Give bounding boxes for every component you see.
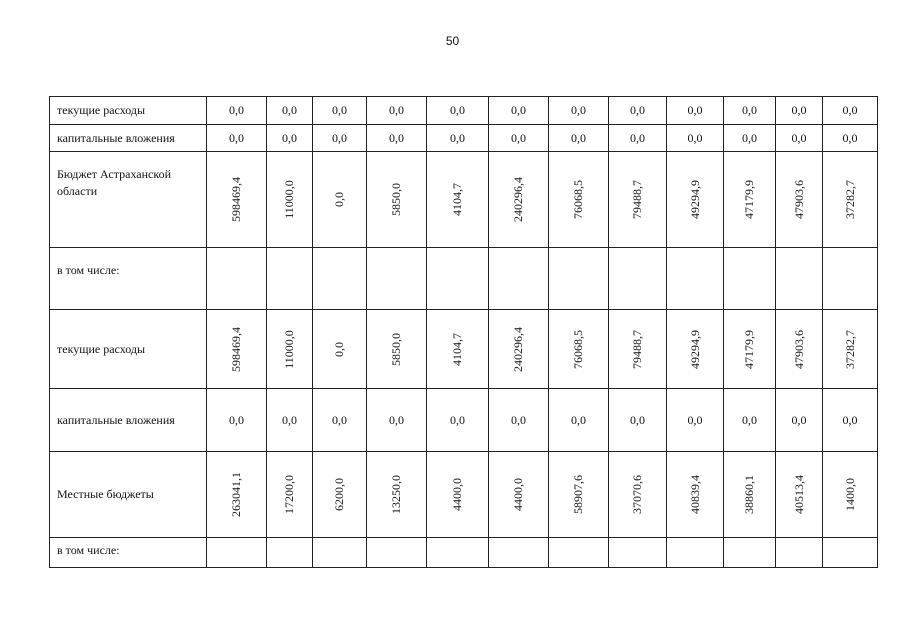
table-row (50, 248, 878, 310)
value-cell (609, 452, 667, 538)
value-cell (609, 310, 667, 389)
value-cell: 0,0 (427, 97, 489, 125)
value-text: 47903,6 (791, 329, 806, 369)
value-cell: 0,0 (609, 125, 667, 152)
value-cell (207, 538, 267, 568)
table-row (50, 152, 878, 248)
value-text: 47179,9 (742, 329, 756, 369)
value-cell: 0,0 (724, 389, 776, 452)
value-text: 6200,0 (332, 478, 346, 511)
value-text: 58907,6 (571, 475, 585, 514)
value-cell (489, 452, 549, 538)
value-text: 5850,0 (389, 183, 403, 216)
value-cell (776, 248, 823, 310)
value-cell: 0,0 (667, 389, 724, 452)
budget-table (49, 96, 878, 568)
value-cell: 0,0 (823, 97, 878, 125)
value-text: 79488,7 (630, 180, 644, 219)
value-cell: 0,0 (667, 97, 724, 125)
value-cell (427, 152, 489, 248)
value-text: 76068,5 (571, 329, 585, 369)
value-text: 11000,0 (282, 329, 296, 369)
value-cell: 0,0 (823, 125, 878, 152)
value-text: 1400,0 (842, 478, 857, 511)
value-cell (667, 452, 724, 538)
value-cell (549, 248, 609, 310)
value-cell (267, 452, 313, 538)
value-cell (724, 310, 776, 389)
value-cell: 0,0 (267, 97, 313, 125)
value-cell (367, 152, 427, 248)
value-cell (549, 152, 609, 248)
value-text: 40513,4 (791, 475, 806, 514)
value-cell: 0,0 (724, 97, 776, 125)
value-cell (427, 538, 489, 568)
value-text: 598469,4 (229, 177, 243, 222)
value-cell (367, 452, 427, 538)
value-text: 37070,6 (630, 475, 644, 514)
value-cell (549, 452, 609, 538)
value-cell: 0,0 (489, 97, 549, 125)
value-cell: 0,0 (609, 389, 667, 452)
value-cell (489, 538, 549, 568)
value-cell (724, 152, 776, 248)
value-cell (267, 248, 313, 310)
value-cell: 0,0 (427, 389, 489, 452)
value-cell (823, 310, 878, 389)
value-text: 598469,4 (229, 326, 243, 372)
value-cell (667, 538, 724, 568)
value-cell (823, 538, 878, 568)
value-cell (207, 310, 267, 389)
value-cell: 0,0 (609, 97, 667, 125)
value-cell (267, 152, 313, 248)
value-cell (313, 538, 367, 568)
value-cell (823, 248, 878, 310)
row-label: капитальные вложения (50, 125, 207, 152)
value-cell (427, 310, 489, 389)
value-text: 4400,0 (450, 478, 464, 511)
value-text: 17200,0 (282, 475, 296, 514)
value-cell (549, 538, 609, 568)
value-cell: 0,0 (367, 389, 427, 452)
value-cell (724, 538, 776, 568)
value-cell: 0,0 (207, 125, 267, 152)
value-text: 40839,4 (687, 475, 702, 514)
value-cell (549, 310, 609, 389)
table-row (50, 125, 878, 152)
value-cell: 0,0 (489, 389, 549, 452)
value-cell (489, 310, 549, 389)
value-cell: 0,0 (313, 97, 367, 125)
row-label: в том числе: (50, 538, 207, 568)
value-cell (367, 248, 427, 310)
row-label: текущие расходы (50, 97, 207, 125)
value-text: 49294,9 (687, 329, 702, 369)
value-text: 79488,7 (630, 329, 644, 369)
value-cell: 0,0 (313, 389, 367, 452)
value-text: 38860,1 (742, 475, 756, 514)
value-text: 47903,6 (791, 180, 806, 219)
value-text: 240296,4 (511, 326, 525, 372)
table-row (50, 97, 878, 125)
value-cell: 0,0 (489, 125, 549, 152)
table-row (50, 389, 878, 452)
value-cell: 0,0 (776, 97, 823, 125)
table-row (50, 538, 878, 568)
value-cell (367, 538, 427, 568)
row-label: Местные бюджеты (50, 452, 207, 538)
value-cell (427, 452, 489, 538)
table-row (50, 452, 878, 538)
value-cell (776, 452, 823, 538)
value-text: 13250,0 (389, 475, 403, 514)
value-text: 4400,0 (511, 478, 525, 511)
value-text: 37282,7 (842, 329, 857, 369)
value-cell (609, 248, 667, 310)
value-cell (207, 152, 267, 248)
value-cell (609, 152, 667, 248)
value-cell: 0,0 (549, 389, 609, 452)
value-cell: 0,0 (823, 389, 878, 452)
value-cell (776, 538, 823, 568)
value-cell (207, 248, 267, 310)
value-cell (489, 248, 549, 310)
value-cell (667, 248, 724, 310)
value-cell: 0,0 (427, 125, 489, 152)
value-text: 4104,7 (450, 332, 464, 366)
value-cell (724, 248, 776, 310)
value-cell: 0,0 (367, 125, 427, 152)
value-cell: 0,0 (207, 389, 267, 452)
value-cell: 0,0 (267, 389, 313, 452)
value-cell (267, 310, 313, 389)
table-row (50, 310, 878, 389)
page-number: 50 (445, 34, 460, 48)
value-text: 0,0 (332, 192, 346, 207)
row-label: в том числе: (50, 248, 207, 310)
row-label: Бюджет Астраханской области (50, 152, 207, 248)
value-cell (367, 310, 427, 389)
value-cell: 0,0 (367, 97, 427, 125)
value-cell (823, 452, 878, 538)
value-cell (489, 152, 549, 248)
value-cell: 0,0 (313, 125, 367, 152)
row-label: текущие расходы (50, 310, 207, 389)
value-cell: 0,0 (776, 125, 823, 152)
value-text: 47179,9 (742, 180, 756, 219)
value-text: 49294,9 (687, 180, 702, 219)
value-cell (267, 538, 313, 568)
row-label: капитальные вложения (50, 389, 207, 452)
value-cell: 0,0 (549, 125, 609, 152)
value-text: 240296,4 (511, 177, 525, 222)
value-cell (313, 152, 367, 248)
value-text: 5850,0 (389, 332, 403, 366)
value-text: 76068,5 (571, 180, 585, 219)
value-cell (776, 152, 823, 248)
value-cell: 0,0 (776, 389, 823, 452)
value-text: 263041,1 (229, 472, 243, 517)
value-text: 11000,0 (282, 180, 296, 219)
value-cell (667, 152, 724, 248)
value-cell: 0,0 (667, 125, 724, 152)
value-cell (724, 452, 776, 538)
value-text: 37282,7 (842, 180, 857, 219)
value-cell: 0,0 (724, 125, 776, 152)
value-cell (207, 452, 267, 538)
value-cell (823, 152, 878, 248)
value-cell (776, 310, 823, 389)
value-cell (427, 248, 489, 310)
value-cell (313, 248, 367, 310)
value-cell: 0,0 (549, 97, 609, 125)
value-text: 4104,7 (450, 183, 464, 216)
value-cell (313, 452, 367, 538)
value-cell: 0,0 (207, 97, 267, 125)
value-text: 0,0 (332, 341, 346, 357)
value-cell (667, 310, 724, 389)
value-cell (313, 310, 367, 389)
value-cell (609, 538, 667, 568)
value-cell: 0,0 (267, 125, 313, 152)
